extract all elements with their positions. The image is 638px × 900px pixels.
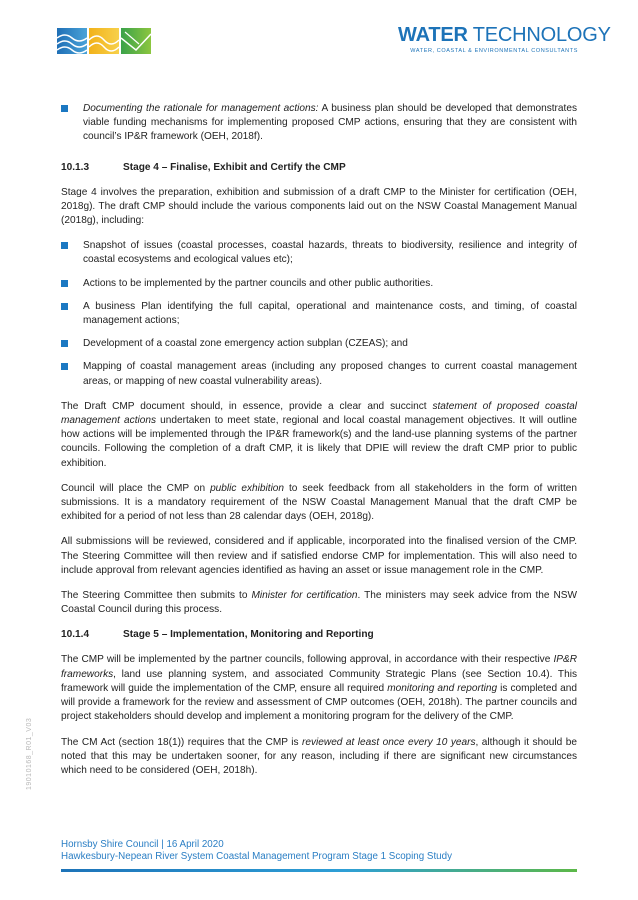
paragraph: Council will place the CMP on public exhibition to seek feedback from all stakeholders in the form of written submissions. It is a mandatory requirement of the NSW Coastal Management Manual that the draft CMP be exhibited for a period of not less than 28 calendar days (OEH, 2018g). [61,482,578,523]
document-id: 19010168_R01_V03 [26,717,33,790]
list-item: Development of a coastal zone emergency action subplan (CZEAS); and [61,337,577,351]
intro-bullet-list [61,102,577,145]
footer-divider [61,869,577,872]
paragraph: All submissions will be reviewed, considered and if applicable, incorporated into the finalised version of the CMP. The Steering Committee will then review and if satisfied endorse CMP for implementation. This will also need to include approval from relevant agencies identified as having an asset or issue management role in the CMP. [61,536,577,576]
paragraph: The Steering Committee then submits to Minister for certification. The ministers may seek advice from the NSW Coastal Council during this process. [61,590,578,616]
section-heading-10-1-3: 10.1.3 Stage 4 – Finalise, Exhibit and Certify the CMP [61,161,346,173]
footer-project-title: Hawkesbury-Nepean River System Coastal Management Program Stage 1 Scoping Study [61,851,452,862]
list-item: Actions to be implemented by the partner councils and other public authorities. [61,277,577,291]
bullet-square-icon [61,340,68,347]
footer-client-date: Hornsby Shire Council | 16 April 2020 [61,839,224,850]
list-item: Documenting the rationale for management actions: A business plan should be developed that demonstrates viable funding mechanisms for implementing proposed CMP actions, ensuring that they are consistent with council’s IP&R framework (OEH, 2018f). [61,102,577,145]
page-footer [61,839,577,863]
bullet-square-icon [61,105,68,112]
list-item: Snapshot of issues (coastal processes, coastal hazards, threats to biodiversity, resilience and integrity of coastal ecosystems and ecological values etc); [61,239,577,267]
paragraph: Stage 4 involves the preparation, exhibition and submission of a draft CMP to the Minister for certification (OEH, 2018g). The draft CMP should include the various components laid out on the NSW Coastal Management Manual (2018g), including: [61,186,577,227]
bullet-square-icon [61,242,68,249]
paragraph: The CMP will be implemented by the partner councils, following approval, in accordance with their respective IP&R frameworks, land use planning system, and associated Community Strategic Plans (see Section 10.4). This framework will guide the implementation of the CMP, ensure all required monitoring and reporting is completed and will provide a framework for the review and assessment of CMP outcomes (OEH, 2018h). The partner councils and project stakeholders should develop and implement a monitoring program for the delivery of the CMP. [61,654,577,723]
cmp-components-list [61,239,577,389]
bullet-lead: Documenting the rationale for management actions: [83,103,319,114]
wave-logo-icon [57,26,151,56]
paragraph: The Draft CMP document should, in essence, provide a clear and succinct statement of proposed coastal management actions undertaken to meet state, regional and local coastal management objectives. It will outline how actions will be implemented through the IP&R framework(s) and the land-use planning systems of the partner councils. Following the completion of a draft CMP, it is likely that DPIE will review the draft CMP prior to public exhibition. [61,400,578,469]
list-item: Mapping of coastal management areas (including any proposed changes to current coastal management areas, or mapping of new coastal vulnerability areas). [61,360,577,388]
paragraph: The CM Act (section 18(1)) requires that the CMP is reviewed at least once every 10 years, although it should be noted that this may be undertaken sooner, for any reason, including if there are significant new circumstances which need to be considered (OEH, 2018h). [61,736,577,776]
brand-logo [398,24,611,55]
document-body [61,102,577,789]
bullet-square-icon [61,303,68,310]
bullet-square-icon [61,280,68,287]
brand-name: WATER TECHNOLOGY [398,24,611,46]
section-heading-10-1-4: 10.1.4 Stage 5 – Implementation, Monitoring and Reporting [61,629,374,641]
bullet-square-icon [61,363,68,370]
list-item: A business Plan identifying the full capital, operational and maintenance costs, and timing, of coastal management actions; [61,300,577,328]
brand-tagline: WATER, COASTAL & ENVIRONMENTAL CONSULTANTS [410,48,578,54]
